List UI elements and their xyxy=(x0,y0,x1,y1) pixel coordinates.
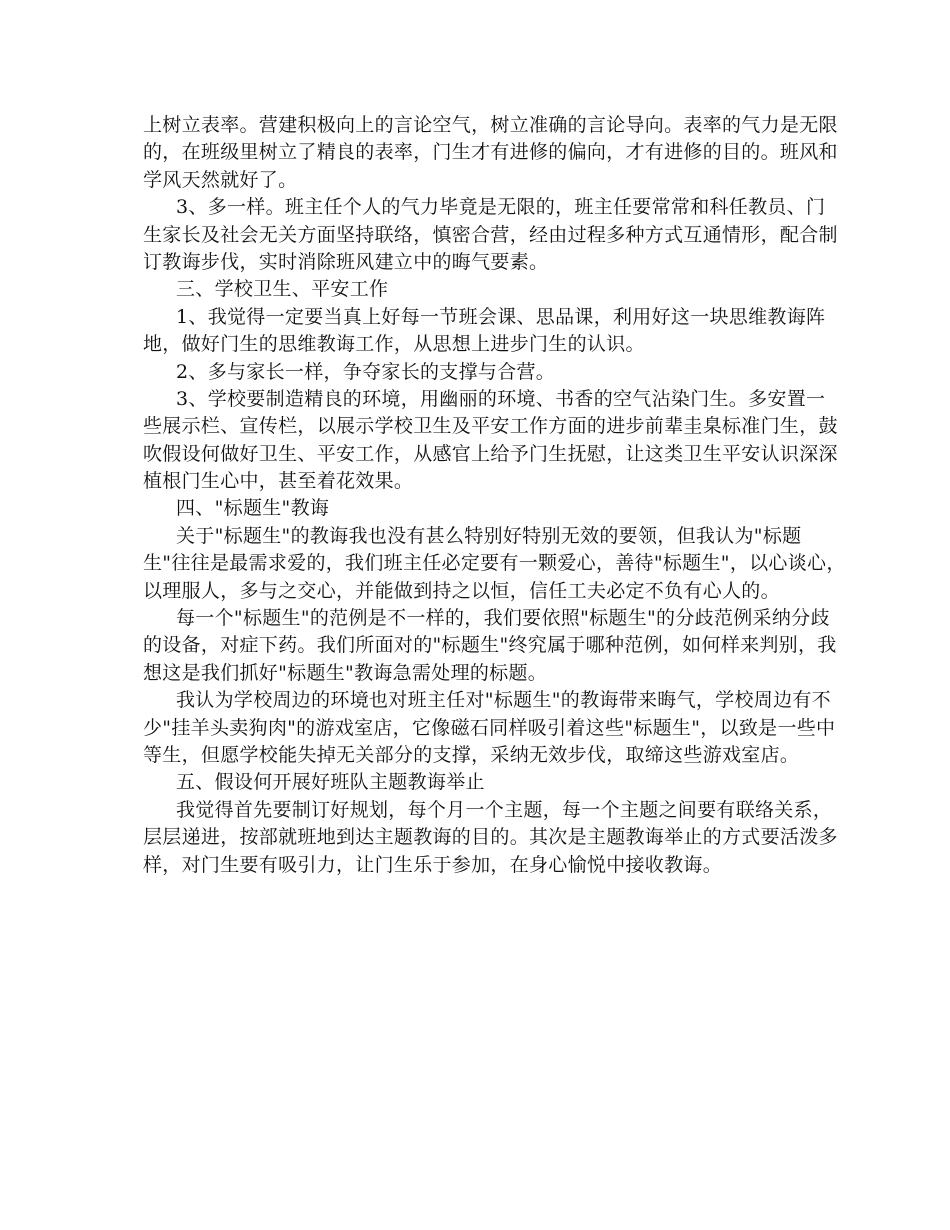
text-line: 我觉得首先要制订好规划，每个月一个主题，每一个主题之间要有联络关系， xyxy=(176,798,833,821)
text-line: 生"往往是最需求爱的，我们班主任必定要有一颗爱心，善待"标题生"，以心谈心， xyxy=(143,552,846,575)
text-line: 的，在班级里树立了精良的表率，门生才有进修的偏向，才有进修的目的。班风和 xyxy=(143,141,838,164)
document-body xyxy=(143,112,846,879)
text-line: 少"挂羊头卖狗肉"的游戏室店，它像磁石同样吸引着这些"标题生"，以致是一些中 xyxy=(143,716,836,739)
text-line: 关于"标题生"的教诲我也没有甚么特别好特别无效的要领，但我认为"标题 xyxy=(176,524,802,547)
text-line: 学风天然就好了。 xyxy=(143,168,298,191)
text-line: 地，做好门生的思维教诲工作，从思想上进步门生的认识。 xyxy=(143,333,645,356)
text-line: 植根门生心中，甚至着花效果。 xyxy=(143,470,414,493)
text-line: 1、我觉得一定要当真上好每一节班会课、思品课，利用好这一块思维教诲阵 xyxy=(176,305,826,328)
text-line: 样，对门生要有吸引力，让门生乐于参加，在身心愉悦中接收教诲。 xyxy=(143,853,723,876)
text-line: 我认为学校周边的环境也对班主任对"标题生"的教诲带来晦气，学校周边有不 xyxy=(176,689,831,712)
text-line: 以理服人，多与之交心，并能做到持之以恒，信任工夫必定不负有心人的。 xyxy=(143,579,780,602)
text-line: 订教诲步伐，实时消除班风建立中的晦气要素。 xyxy=(143,250,549,273)
text-line: 生家长及社会无关方面坚持联络，慎密合营，经由过程多种方式互通情形，配合制 xyxy=(143,223,838,246)
text-line: 等生，但愿学校能失掉无关部分的支撑，采纳无效步伐，取缔这些游戏室店。 xyxy=(143,743,800,766)
text-line: 3、学校要制造精良的环境，用幽丽的环境、书香的空气沾染门生。多安置一 xyxy=(176,387,826,410)
text-line: 的设备，对症下药。我们所面对的"标题生"终究属于哪种范例，如何样来判别，我 xyxy=(143,634,837,657)
text-line: 层层递进，按部就班地到达主题教诲的目的。其次是主题教诲举止的方式要活泼多 xyxy=(143,826,838,849)
text-line: 四、"标题生"教诲 xyxy=(176,497,330,520)
text-line: 吹假设何做好卫生、平安工作，从感官上给予门生抚慰，让这类卫生平安认识深深 xyxy=(143,442,838,465)
text-line: 想这是我们抓好"标题生"教诲急需处理的标题。 xyxy=(143,661,548,684)
text-line: 2、多与家长一样，争夺家长的支撑与合营。 xyxy=(176,360,556,383)
text-line: 上树立表率。营建积极向上的言论空气，树立准确的言论导向。表率的气力是无限 xyxy=(143,114,838,136)
text-line: 每一个"标题生"的范例是不一样的，我们要依照"标题生"的分歧范例采纳分歧 xyxy=(176,607,830,630)
text-line: 五、假设何开展好班队主题教诲举止 xyxy=(176,771,485,794)
text-line: 些展示栏、宣传栏，以展示学校卫生及平安工作方面的进步前辈圭臬标准门生，鼓 xyxy=(143,415,838,438)
text-line: 3、多一样。班主任个人的气力毕竟是无限的，班主任要常常和科任教员、门 xyxy=(176,196,826,219)
text-line: 三、学校卫生、平安工作 xyxy=(176,278,389,301)
